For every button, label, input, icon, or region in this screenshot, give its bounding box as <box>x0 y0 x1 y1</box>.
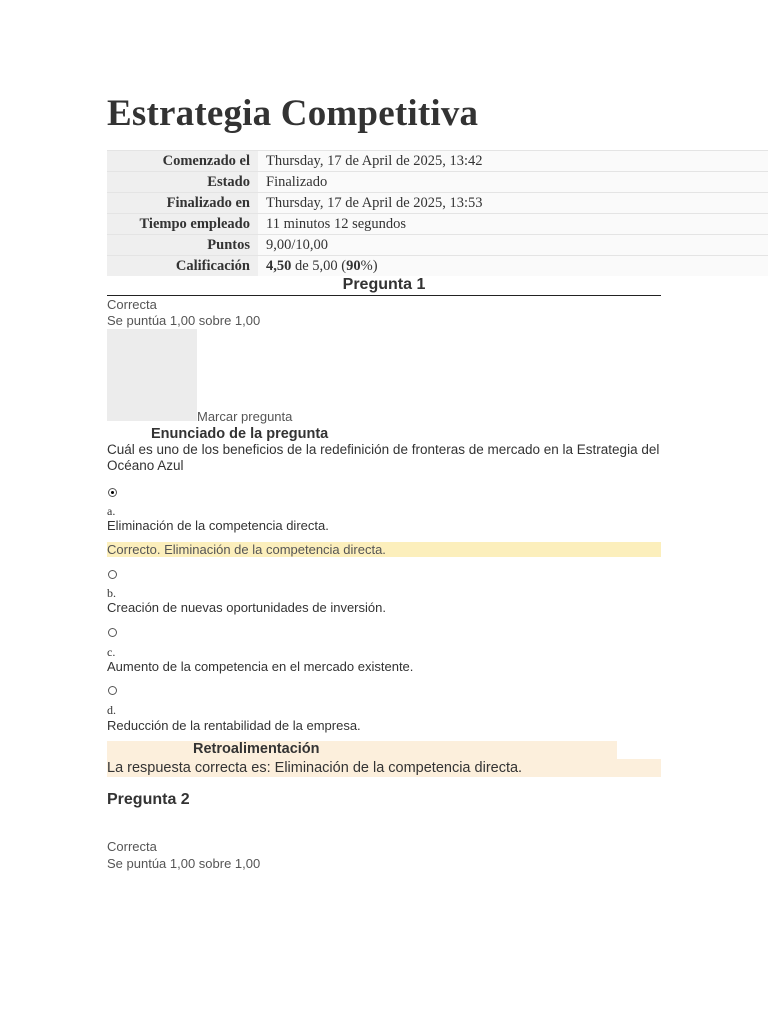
summary-value: Thursday, 17 de April de 2025, 13:42 <box>258 151 768 172</box>
feedback-heading: Retroalimentación <box>193 741 320 757</box>
summary-row <box>107 193 768 214</box>
summary-row <box>107 235 768 256</box>
summary-key: Comenzado el <box>107 151 258 172</box>
summary-value: Finalizado <box>258 172 768 193</box>
question-2-status: Correcta <box>107 839 157 854</box>
summary-key: Finalizado en <box>107 193 258 214</box>
question-text: Cuál es uno de los beneficios de la redefinición de fronteras de mercado en la Estrategia del Océano Azul <box>107 442 660 473</box>
flag-question-link[interactable]: Marcar pregunta <box>197 409 293 424</box>
option-b-letter: b. <box>107 586 116 600</box>
question-1-heading: Pregunta 1 <box>107 276 661 296</box>
feedback-heading-bar <box>107 741 617 759</box>
page-title: Estrategia Competitiva <box>107 93 479 134</box>
option-c-letter: c. <box>107 645 116 659</box>
summary-key: Tiempo empleado <box>107 214 258 235</box>
summary-value: 11 minutos 12 segundos <box>258 214 768 235</box>
question-statement-heading: Enunciado de la pregunta <box>151 426 329 442</box>
option-a-letter: a. <box>107 504 116 518</box>
option-d-label[interactable]: Reducción de la rentabilidad de la empresa. <box>107 718 361 733</box>
attempt-summary-table <box>107 150 768 276</box>
grade-tail: %) <box>360 257 378 274</box>
flag-icon[interactable] <box>107 329 197 421</box>
summary-key: Estado <box>107 172 258 193</box>
grade-middle: de 5,00 ( <box>291 257 347 274</box>
option-a-radio[interactable] <box>108 488 117 497</box>
option-d-radio[interactable] <box>108 686 117 695</box>
summary-row <box>107 172 768 193</box>
option-d-letter: d. <box>107 703 116 717</box>
option-a-feedback: Correcto. Eliminación de la competencia directa. <box>107 542 661 557</box>
question-1-status: Correcta <box>107 297 157 312</box>
summary-value: 9,00/10,00 <box>258 235 768 256</box>
summary-value: Thursday, 17 de April de 2025, 13:53 <box>258 193 768 214</box>
question-2-mark: Se puntúa 1,00 sobre 1,00 <box>107 856 261 871</box>
option-b-label[interactable]: Creación de nuevas oportunidades de inversión. <box>107 600 386 615</box>
question-1-mark: Se puntúa 1,00 sobre 1,00 <box>107 313 261 328</box>
correct-answer-feedback: La respuesta correcta es: Eliminación de la competencia directa. <box>107 759 661 777</box>
grade-value <box>258 256 768 277</box>
grade-score: 4,50 <box>266 257 292 274</box>
grade-percent: 90 <box>346 257 361 274</box>
summary-row <box>107 214 768 235</box>
grade-key: Calificación <box>107 256 258 277</box>
option-a-label[interactable]: Eliminación de la competencia directa. <box>107 518 329 533</box>
option-c-radio[interactable] <box>108 628 117 637</box>
option-b-radio[interactable] <box>108 570 117 579</box>
option-c-label[interactable]: Aumento de la competencia en el mercado existente. <box>107 659 414 674</box>
question-2-heading: Pregunta 2 <box>107 791 190 808</box>
summary-key: Puntos <box>107 235 258 256</box>
grade-row <box>107 256 768 277</box>
summary-row <box>107 151 768 172</box>
